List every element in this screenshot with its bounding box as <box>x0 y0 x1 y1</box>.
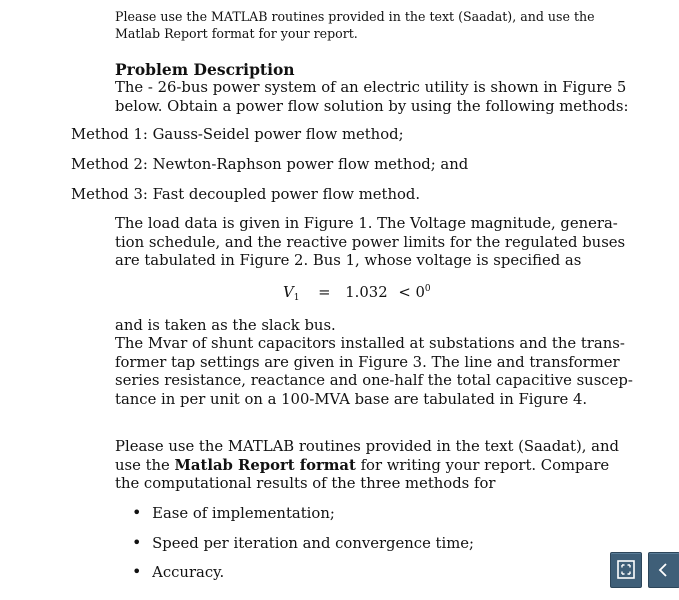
problem-heading: Problem Description <box>115 60 295 79</box>
formula-variable: V <box>283 284 294 301</box>
slack-line-3: former tap settings are given in Figure 3. The line and transformer <box>115 354 620 371</box>
report-line-2-post: for writing your report. Compare <box>355 457 610 474</box>
intro-line-1: Please use the MATLAB routines provided in the text (Saadat), and use the <box>115 9 595 24</box>
load-line-3: are tabulated in Figure 2. Bus 1, whose voltage is specified as <box>115 252 582 269</box>
slack-line-4: series resistance, reactance and one-half the total capacitive suscep- <box>115 372 633 389</box>
report-line-1: Please use the MATLAB routines provided in the text (Saadat), and <box>115 438 619 455</box>
report-line-3: the computational results of the three methods for <box>115 475 496 492</box>
slack-line-5: tance in per unit on a 100-MVA base are tabulated in Figure 4. <box>115 391 588 408</box>
formula-subscript: 1 <box>293 293 300 303</box>
method-3: Method 3: Fast decoupled power flow method. <box>71 186 421 203</box>
formula-equals: = <box>318 284 331 301</box>
load-line-2: tion schedule, and the reactive power limits for the regulated buses <box>115 234 626 251</box>
load-line-1: The load data is given in Figure 1. The Voltage magnitude, genera- <box>115 215 618 232</box>
fit-screen-icon <box>611 553 641 587</box>
fit-screen-button[interactable] <box>610 552 642 588</box>
formula-angle: < 0 <box>398 284 425 301</box>
collapse-toolbar-button[interactable] <box>648 552 679 588</box>
bullet-text: Speed per iteration and convergence time; <box>152 535 475 552</box>
bullet-marker: • <box>132 503 142 522</box>
slack-voltage-formula <box>283 284 431 303</box>
bullet-item-2 <box>132 534 474 554</box>
problem-line-1: The - 26-bus power system of an electric utility is shown in Figure 5 <box>115 79 627 96</box>
report-line-2-pre: use the <box>115 457 175 474</box>
bullet-marker: • <box>132 562 142 581</box>
intro-line-2: Matlab Report format for your report. <box>115 26 358 41</box>
report-format-emphasis: Matlab Report format <box>174 457 356 474</box>
slack-line-1: and is taken as the slack bus. <box>115 317 336 334</box>
bullet-item-3 <box>132 563 224 583</box>
slack-line-2: The Mvar of shunt capacitors installed at substations and the trans- <box>115 335 625 352</box>
problem-line-2: below. Obtain a power flow solution by using the following methods: <box>115 98 629 115</box>
bullet-text: Ease of implementation; <box>152 505 335 522</box>
method-2: Method 2: Newton-Raphson power flow method; and <box>71 156 469 173</box>
chevron-left-icon <box>649 553 679 587</box>
bullet-marker: • <box>132 533 142 552</box>
bullet-item-1 <box>132 504 335 524</box>
method-1: Method 1: Gauss-Seidel power flow method; <box>71 126 404 143</box>
formula-degree: 0 <box>424 284 431 294</box>
report-line-2 <box>115 457 609 476</box>
formula-value: 1.032 <box>345 284 388 301</box>
bullet-text: Accuracy. <box>152 564 225 581</box>
